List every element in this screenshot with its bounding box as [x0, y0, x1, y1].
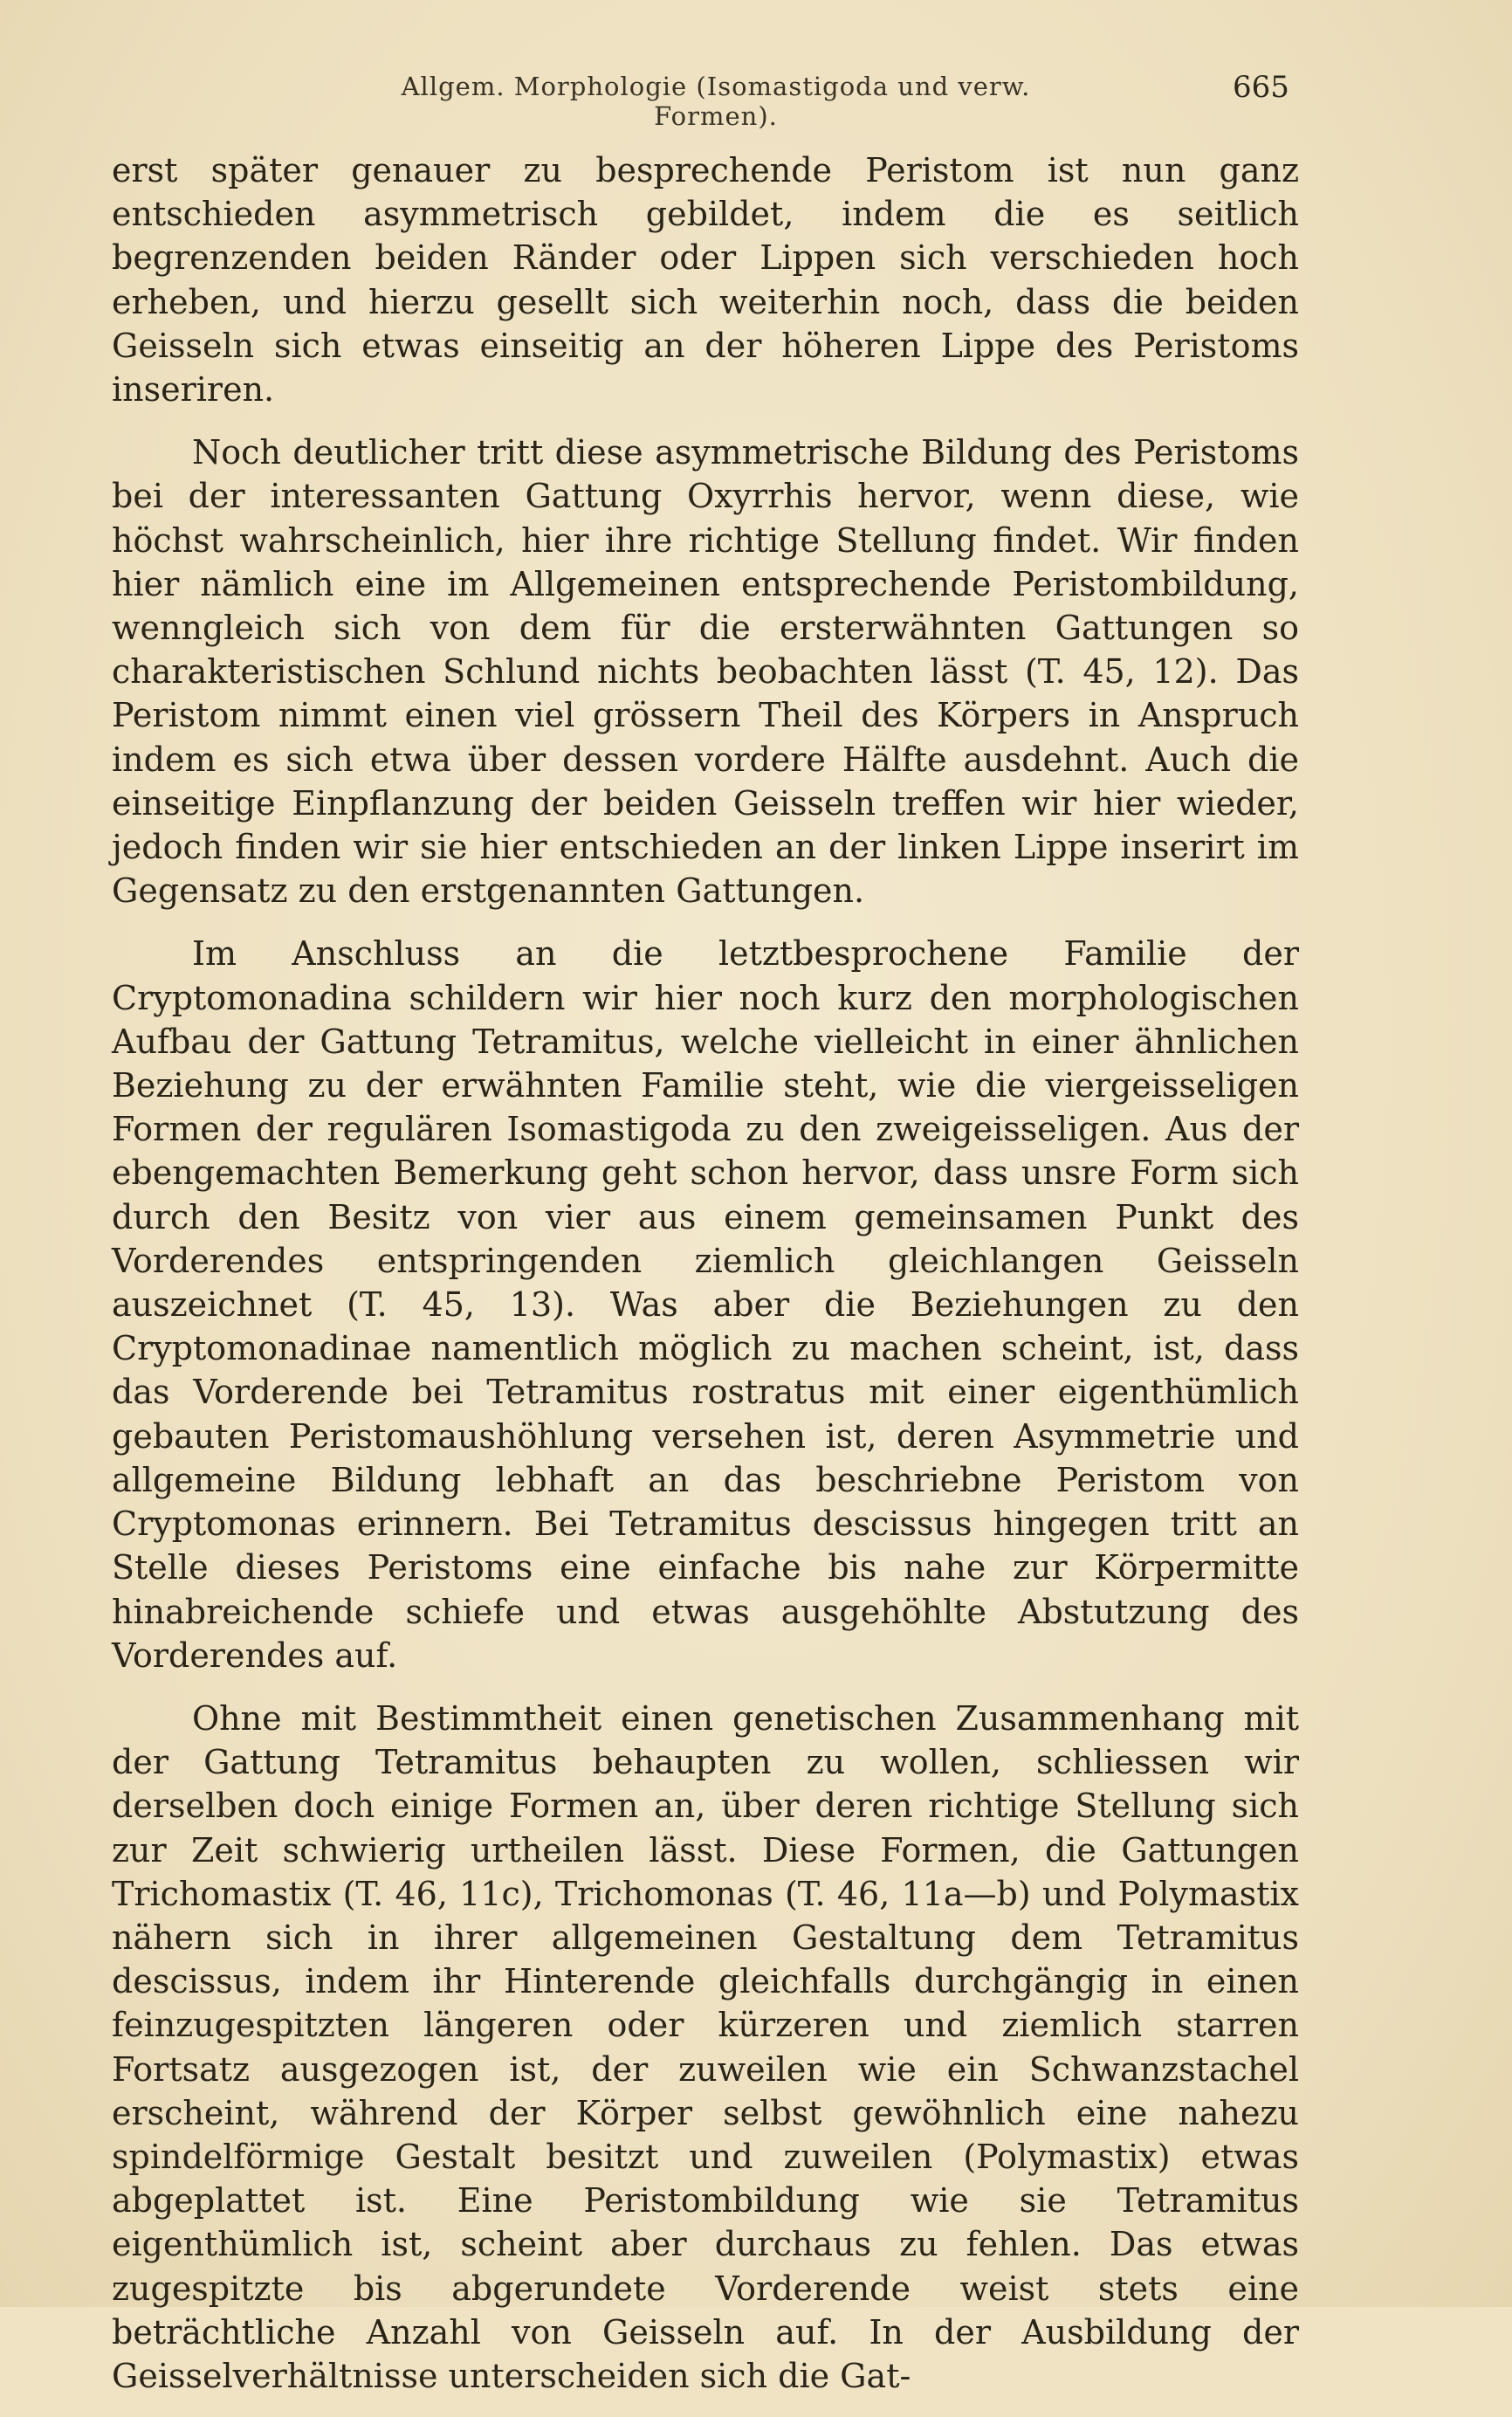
- paragraph-3: Im Anschluss an die letztbesprochene Familie der Cryptomonadina schildern wir hier noch kurz den morphologischen Aufbau der Gattung Tetramitus, welche vielleicht in einer ähnlichen Beziehung zu der erwähnten Familie steht, wie die viergeisseligen Formen der regulären Isomastigoda zu den zweigeisseligen. Aus der ebengemachten Bemerkung geht schon hervor, dass unsre Form sich durch den Besitz von vier aus einem gemeinsamen Punkt des Vorderendes entspringenden ziemlich gleichlangen Geisseln auszeichnet (T. 45, 13). Was aber die Beziehungen zu den Cryptomonadinae namentlich möglich zu machen scheint, ist, dass das Vorderende bei Tetramitus rostratus mit einer eigenthümlich gebauten Peristomaushöhlung versehen ist, deren Asymmetrie und allgemeine Bildung lebhaft an das beschriebne Peristom von Cryptomonas erinnern. Bei Tetramitus descissus hingegen tritt an Stelle dieses Peristoms eine einfache bis nahe zur Körpermitte hinabreichende schiefe und etwas ausgehöhlte Abstutzung des Vorderendes auf.: [112, 934, 1299, 1675]
- running-head: Allgem. Morphologie (Isomastigoda und verw. Formen).: [401, 72, 1031, 131]
- body-text: [112, 148, 1299, 2417]
- paragraph-4: Ohne mit Bestimmtheit einen genetischen Zusammenhang mit der Gattung Tetramitus behaupten zu wollen, schliessen wir derselben doch einige Formen an, über deren richtige Stellung sich zur Zeit schwierig urtheilen lässt. Diese Formen, die Gattungen Trichomastix (T. 46, 11c), Trichomonas (T. 46, 11a—b) und Polymastix nähern sich in ihrer allgemeinen Gestaltung dem Tetramitus descissus, indem ihr Hinterende gleichfalls durchgängig in einen feinzugespitzten längeren oder kürzeren und ziemlich starren Fortsatz ausgezogen ist, der zuweilen wie ein Schwanzstachel erscheint, während der Körper selbst gewöhnlich eine nahezu spindelförmige Gestalt besitzt und zuweilen (Polymastix) etwas abgeplattet ist. Eine Peristombildung wie sie Tetramitus eigenthümlich ist, scheint aber durchaus zu fehlen. Das etwas zugespitzte bis abgerundete Vorderende weist stets eine beträchtliche Anzahl von Geisseln auf. In der Ausbildung der Geisselverhältnisse unterscheiden sich die Gat-: [112, 1698, 1299, 2395]
- paragraph-1: erst später genauer zu besprechende Peristom ist nun ganz entschieden asymmetrisch gebildet, indem die es seitlich begrenzenden beiden Ränder oder Lippen sich verschieden hoch erheben, und hierzu gesellt sich weiterhin noch, dass die beiden Geisseln sich etwas einseitig an der höheren Lippe des Peristoms inseriren.: [112, 151, 1299, 410]
- paragraph-2: Noch deutlicher tritt diese asymmetrische Bildung des Peristoms bei der interessanten Gattung Oxyrrhis hervor, wenn diese, wie höchst wahrscheinlich, hier ihre richtige Stellung findet. Wir finden hier nämlich eine im Allgemeinen entsprechende Peristombildung, wenngleich sich von dem für die ersterwähnten Gattungen so charakteristischen Schlund nichts beobachten lässt (T. 45, 12). Das Peristom nimmt einen viel grössern Theil des Körpers in Anspruch indem es sich etwa über dessen vordere Hälfte ausdehnt. Auch die einseitige Einpflanzung der beiden Geisseln treffen wir hier wieder, jedoch finden wir sie hier entschieden an der linken Lippe inserirt im Gegensatz zu den erstgenannten Gattungen.: [112, 433, 1299, 911]
- page-number: 665: [1233, 70, 1289, 105]
